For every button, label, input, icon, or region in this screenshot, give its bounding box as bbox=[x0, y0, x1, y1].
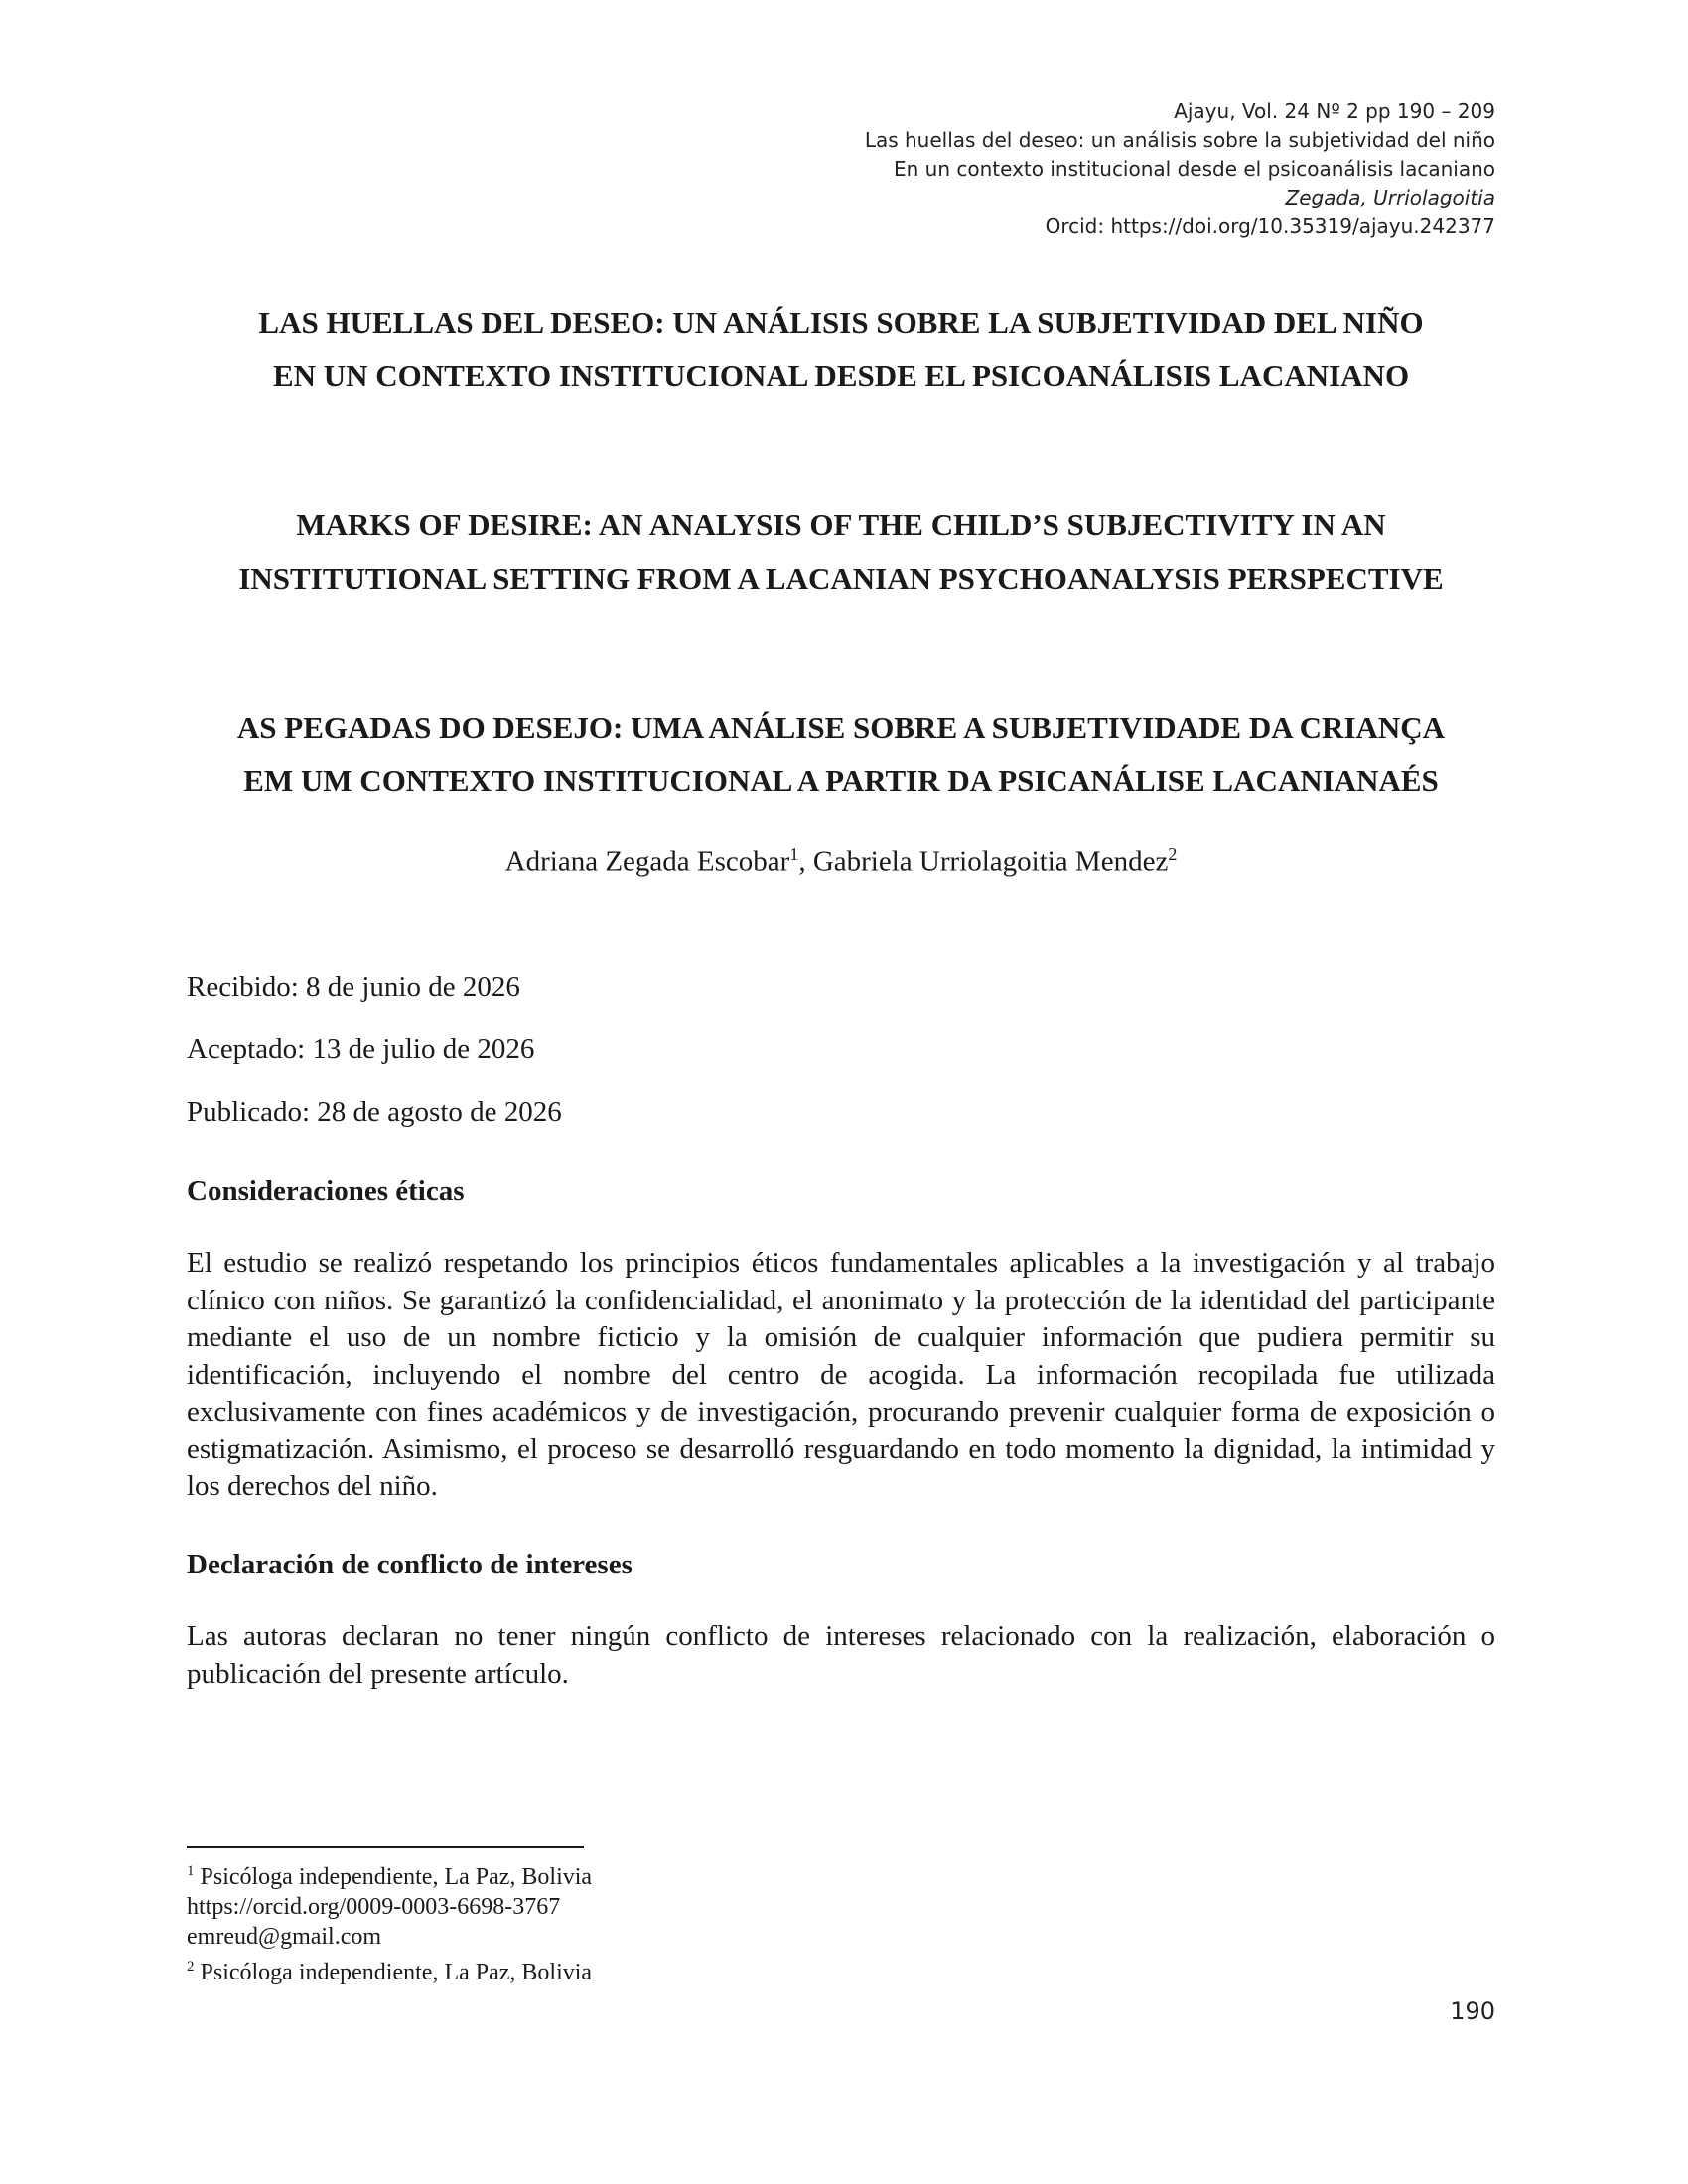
author-separator: , bbox=[798, 845, 813, 878]
title-english-line-1: MARKS OF DESIRE: AN ANALYSIS OF THE CHILD’S SUBJECTIVITY IN AN bbox=[296, 507, 1386, 542]
footnote-1-mark: 1 bbox=[187, 1863, 195, 1879]
footnote-2-affiliation: Psicóloga independiente, La Paz, Bolivia bbox=[200, 1960, 593, 1985]
received-date: Recibido: 8 de junio de 2026 bbox=[187, 971, 520, 1003]
ethics-heading: Consideraciones éticas bbox=[187, 1175, 465, 1207]
accepted-date: Aceptado: 13 de julio de 2026 bbox=[187, 1033, 535, 1065]
running-title-line-2: En un contexto institucional desde el psicoanálisis lacaniano bbox=[894, 157, 1495, 181]
title-english bbox=[187, 498, 1495, 606]
title-english-line-2: INSTITUTIONAL SETTING FROM A LACANIAN PSYCHOANALYSIS PERSPECTIVE bbox=[238, 561, 1444, 596]
footnote-2-mark: 2 bbox=[187, 1959, 195, 1975]
conflict-paragraph: Las autoras declaran no tener ningún conflicto de intereses relacionado con la realización, elaboración o publicación del presente artículo. bbox=[187, 1620, 1495, 1690]
author-line bbox=[187, 834, 1495, 882]
footnote-1-orcid[interactable]: https://orcid.org/0009-0003-6698-3767 bbox=[187, 1894, 561, 1920]
author-2-footnote-mark[interactable]: 2 bbox=[1168, 844, 1178, 864]
doi-link[interactable]: Orcid: https://doi.org/10.35319/ajayu.242377 bbox=[1045, 214, 1495, 238]
footnote-1-affiliation: Psicóloga independiente, La Paz, Bolivia bbox=[200, 1864, 593, 1890]
page-number: 190 bbox=[1450, 1997, 1495, 2025]
author-1-footnote-mark[interactable]: 1 bbox=[789, 844, 799, 864]
title-portuguese bbox=[187, 701, 1495, 808]
publication-dates bbox=[187, 967, 1495, 1155]
conflict-heading: Declaración de conflicto de intereses bbox=[187, 1549, 633, 1580]
footnote-1 bbox=[187, 1856, 1080, 1892]
title-spanish-line-1: LAS HUELLAS DEL DESEO: UN ANÁLISIS SOBRE LA SUBJETIVIDAD DEL NIÑO bbox=[258, 305, 1424, 340]
footnote-1-email[interactable]: emreud@gmail.com bbox=[187, 1924, 382, 1950]
running-authors: Zegada, Urriolagoitia bbox=[1285, 186, 1495, 209]
title-spanish bbox=[187, 296, 1495, 403]
footnotes bbox=[187, 1856, 1080, 1987]
title-portuguese-line-2: EM UM CONTEXTO INSTITUCIONAL A PARTIR DA PSICANÁLISE LACANIANAÉS bbox=[243, 763, 1439, 798]
running-title-line-1: Las huellas del deseo: un análisis sobre la subjetividad del niño bbox=[864, 128, 1495, 152]
running-header bbox=[187, 97, 1495, 241]
title-portuguese-line-1: AS PEGADAS DO DESEJO: UMA ANÁLISE SOBRE A SUBJETIVIDADE DA CRIANÇA bbox=[236, 710, 1446, 745]
footnote-divider bbox=[187, 1846, 584, 1848]
author-1: Adriana Zegada Escobar bbox=[504, 845, 790, 878]
published-date: Publicado: 28 de agosto de 2026 bbox=[187, 1096, 562, 1128]
ethics-paragraph: El estudio se realizó respetando los principios éticos fundamentales aplicables a la investigación y al trabajo clínico con niños. Se garantizó la confidencialidad, el anonimato y la protección de la identidad del participante mediante el uso de un nombre ficticio y la omisión de cualquier información que pudiera permitir su identificación, incluyendo el nombre del centro de acogida. La información recopilada fue utilizada exclusivamente con fines académicos y de investigación, procurando prevenir cualquier forma de exposición o estigmatización. Asimismo, el proceso se desarrolló resguardando en todo momento la dignidad, la intimidad y los derechos del niño. bbox=[187, 1247, 1495, 1502]
title-spanish-line-2: EN UN CONTEXTO INSTITUCIONAL DESDE EL PSICOANÁLISIS LACANIANO bbox=[272, 358, 1410, 393]
journal-citation: Ajayu, Vol. 24 Nº 2 pp 190 – 209 bbox=[1174, 99, 1495, 123]
author-2: Gabriela Urriolagoitia Mendez bbox=[812, 845, 1169, 878]
footnote-2 bbox=[187, 1952, 1080, 1987]
